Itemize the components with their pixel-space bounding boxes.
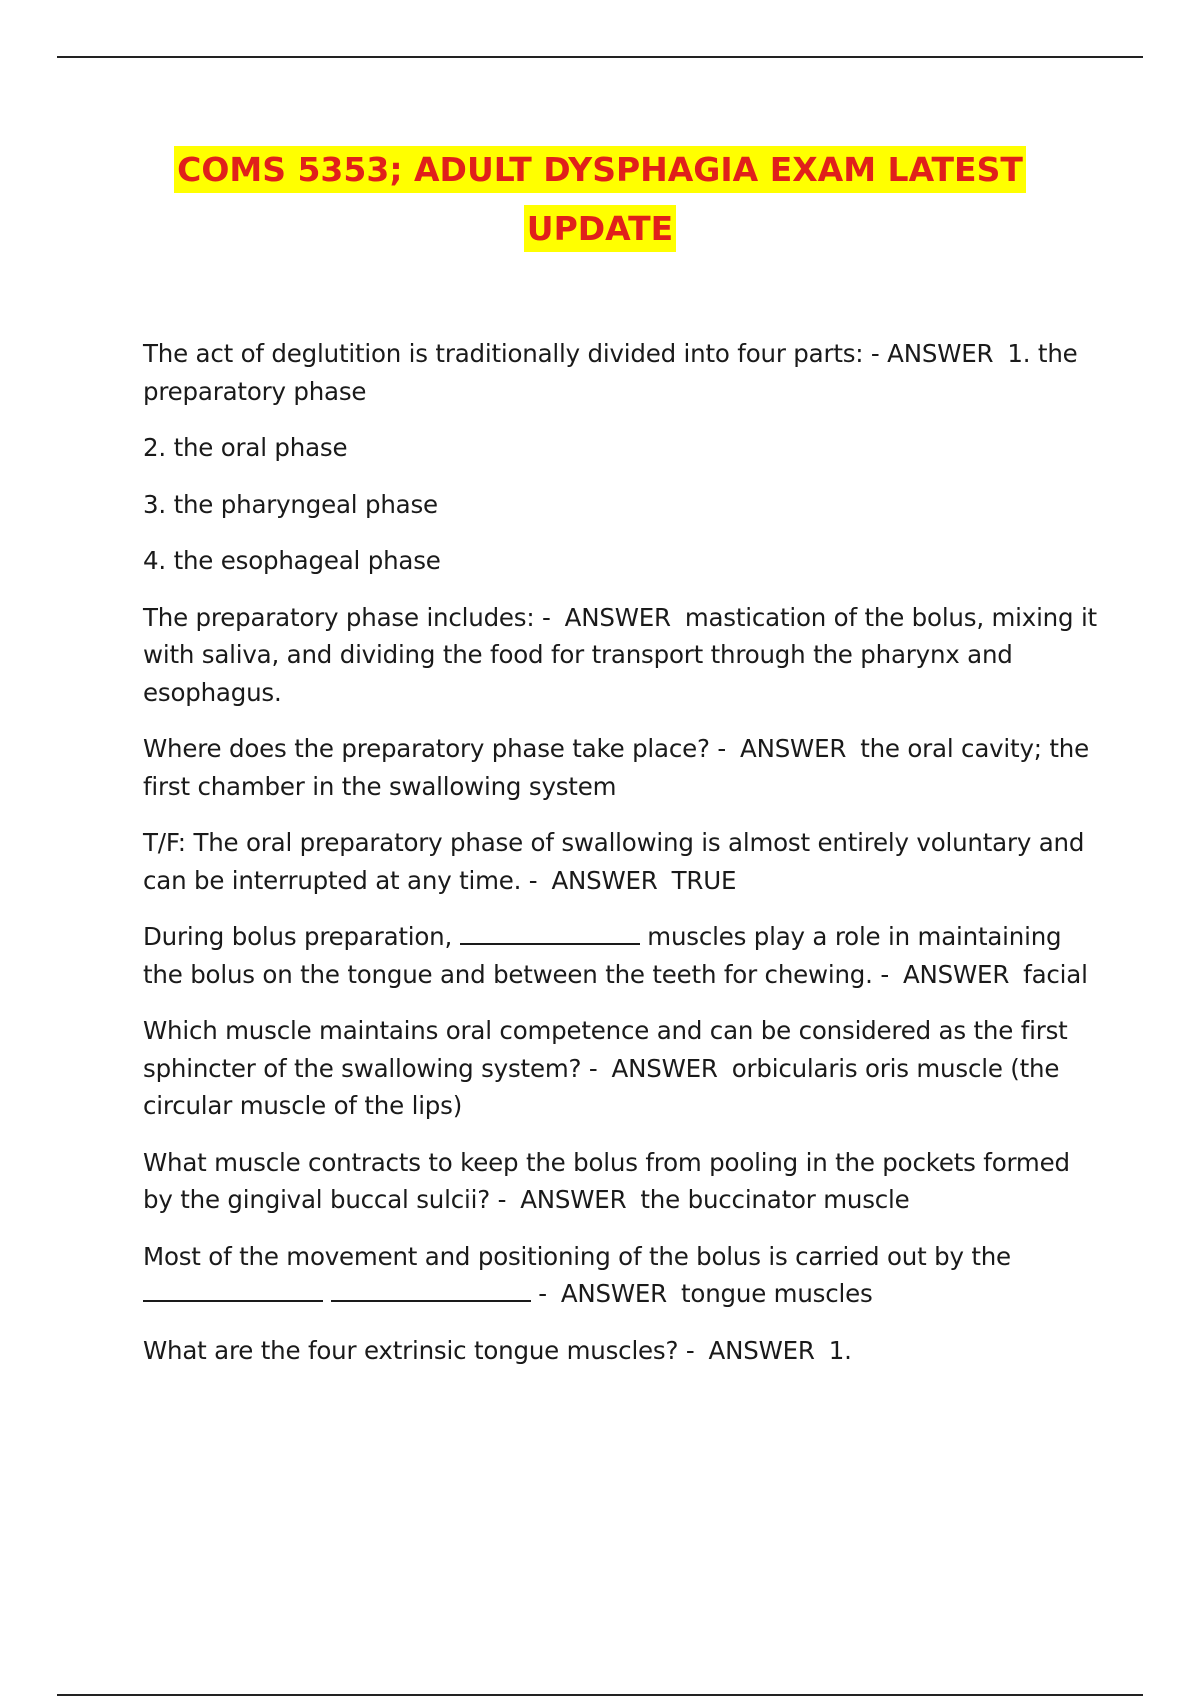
answer-label: ANSWER xyxy=(611,1053,718,1083)
answer-label: ANSWER xyxy=(887,339,994,368)
qa-item-true-false-voluntary xyxy=(143,824,1103,899)
question-text-after-blank: - xyxy=(538,1279,547,1308)
answer-label: ANSWER xyxy=(551,865,658,895)
qa-item-preparatory-includes xyxy=(143,599,1103,712)
answer-label: ANSWER xyxy=(560,1279,667,1308)
list-item-text: 4. the esophageal phase xyxy=(143,546,441,575)
answer-label: ANSWER xyxy=(740,734,847,763)
question-text: What are the four extrinsic tongue muscles? - xyxy=(143,1335,695,1365)
qa-item-deglutition-parts xyxy=(143,335,1103,410)
answer-text: the oral cavity; the first chamber in the swallowing system xyxy=(143,734,1089,801)
answer-text: tongue muscles xyxy=(681,1279,873,1308)
answer-label: ANSWER xyxy=(520,1185,627,1214)
answer-label: ANSWER xyxy=(902,959,1010,989)
bottom-rule xyxy=(57,1694,1143,1696)
qa-item-buccinator xyxy=(143,1144,1103,1219)
question-text-after-blank: muscles play a role in maintaining the bolus on the tongue and between the teeth for chewing. - xyxy=(143,922,1062,989)
fill-in-blank xyxy=(460,923,640,945)
question-text-before-blank: During bolus preparation, xyxy=(143,922,453,951)
question-text: The preparatory phase includes: - xyxy=(143,602,551,632)
list-item-text: 3. the pharyngeal phase xyxy=(143,489,438,519)
answer-text: orbicularis oris muscle (the circular muscle of the lips) xyxy=(143,1053,1060,1120)
question-text: What muscle contracts to keep the bolus from pooling in the pockets formed by the gingival buccal sulcii? - xyxy=(143,1147,1070,1214)
answer-text: the buccinator muscle xyxy=(640,1185,910,1214)
answer-label: ANSWER xyxy=(708,1335,815,1365)
list-item-oral-phase xyxy=(143,429,1103,467)
fill-in-blank-1 xyxy=(143,1280,323,1302)
list-item-pharyngeal-phase xyxy=(143,486,1103,524)
answer-label: ANSWER xyxy=(564,602,671,632)
list-item-esophageal-phase xyxy=(143,542,1103,580)
answer-text: TRUE xyxy=(671,865,737,895)
question-text: The act of deglutition is traditionally divided into four parts: - xyxy=(143,339,880,368)
top-rule xyxy=(57,56,1143,58)
qa-item-facial-muscles xyxy=(143,918,1103,993)
title-line-2: UPDATE xyxy=(524,205,676,252)
list-item-text: 2. the oral phase xyxy=(143,433,348,462)
question-text: T/F: The oral preparatory phase of swallowing is almost entirely voluntary and can be interrupted at any time. - xyxy=(143,828,1085,895)
document-title xyxy=(120,140,1080,258)
answer-text: mastication of the bolus, mixing it with saliva, and dividing the food for transport through the pharynx and esophagus. xyxy=(143,602,1097,707)
qa-item-bolus-movement xyxy=(143,1238,1103,1313)
answer-text: 1. the preparatory phase xyxy=(143,339,1078,406)
qa-item-preparatory-location xyxy=(143,730,1103,805)
answer-text: facial xyxy=(1023,959,1088,989)
qa-item-oral-competence xyxy=(143,1012,1103,1125)
title-line-1: COMS 5353; ADULT DYSPHAGIA EXAM LATEST xyxy=(174,146,1026,193)
qa-content xyxy=(143,335,1103,1388)
answer-text: 1. xyxy=(828,1335,852,1365)
fill-in-blank-2 xyxy=(331,1280,531,1302)
qa-item-extrinsic-tongue-muscles xyxy=(143,1332,1103,1370)
question-text-before-blank: Most of the movement and positioning of the bolus is carried out by the xyxy=(143,1241,1011,1271)
question-text: Which muscle maintains oral competence and can be considered as the first sphincter of the swallowing system? - xyxy=(143,1016,1068,1083)
question-text: Where does the preparatory phase take place? - xyxy=(143,734,727,763)
